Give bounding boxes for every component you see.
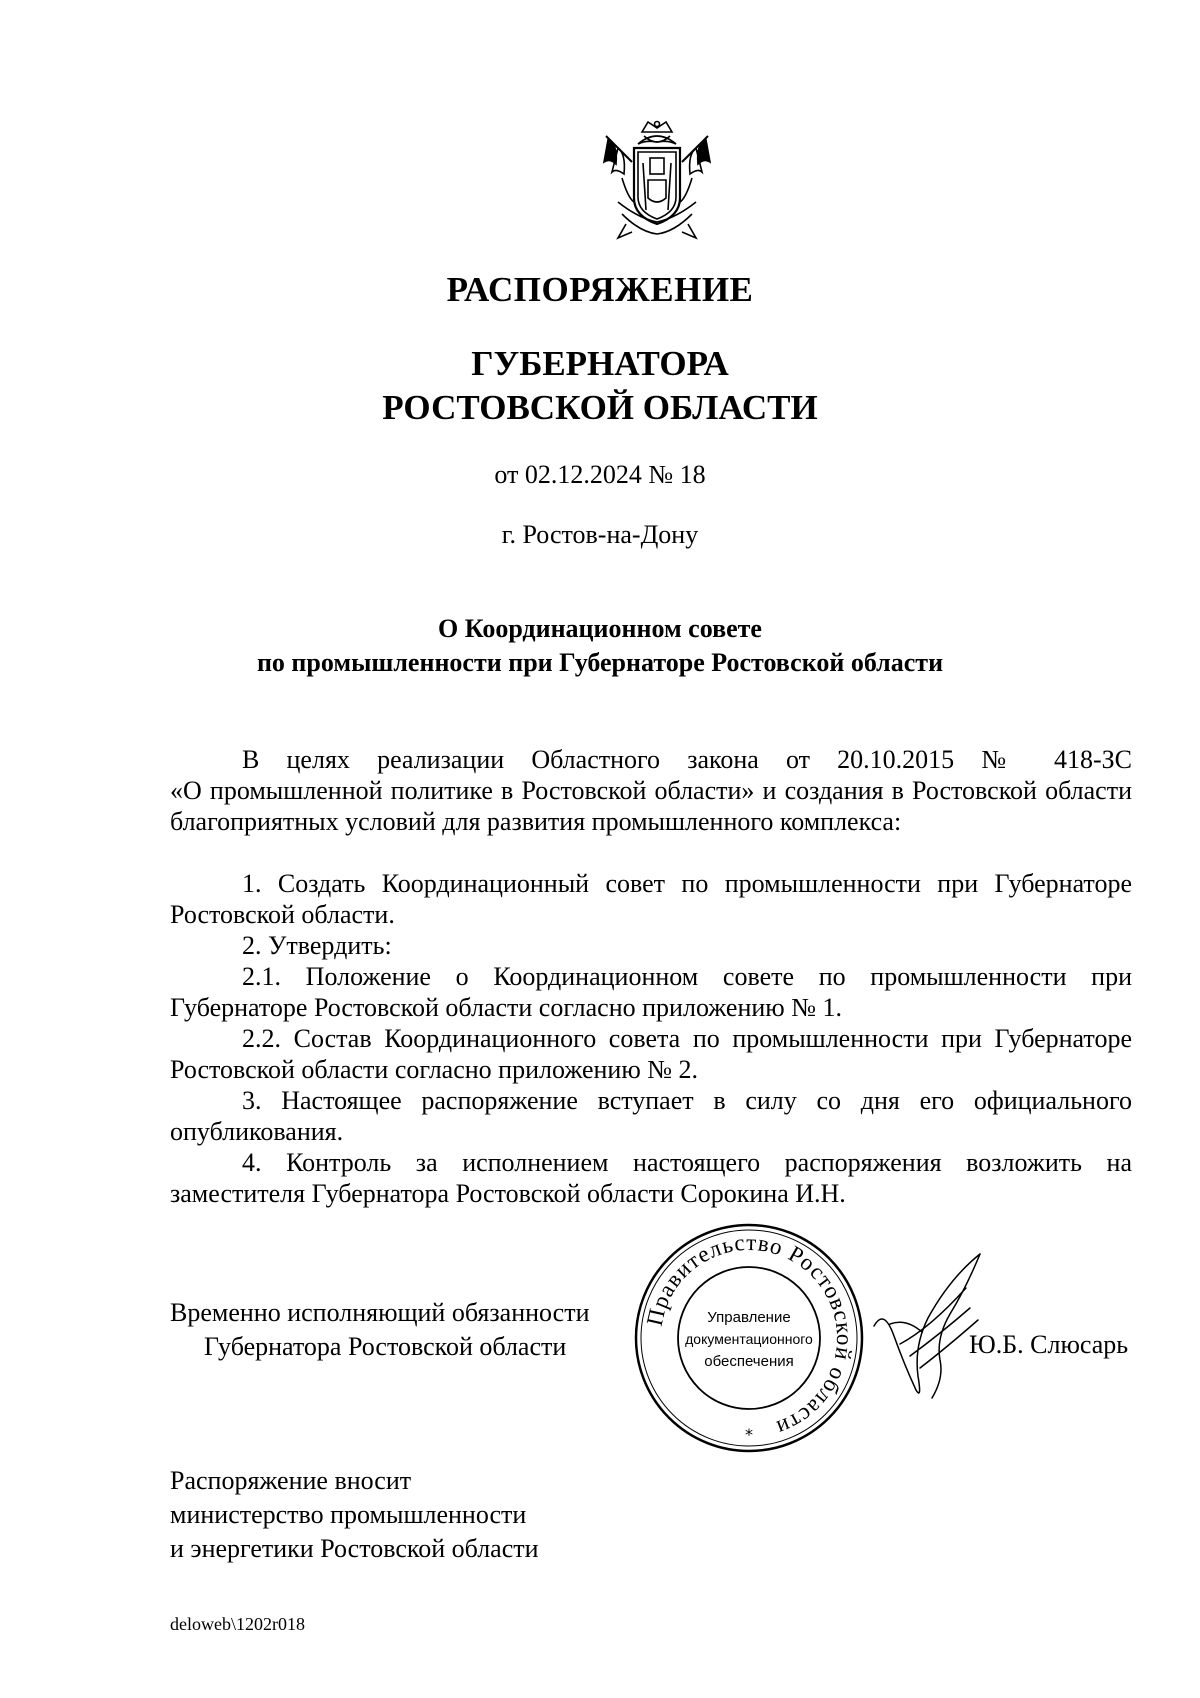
order-item-1: 1. Создать Координационный совет по промышленности при Губернаторе Ростовской области. [170, 869, 1132, 929]
stamp-inner-line3: обеспечения [704, 1353, 794, 1370]
official-stamp [633, 1222, 865, 1454]
document-type-title: РАСПОРЯЖЕНИЕ [446, 270, 754, 309]
submitter-line3: и энергетики Ростовской области [170, 1534, 539, 1563]
subject-line1: О Координационном совете [438, 614, 762, 643]
intro-paragraph [170, 744, 1132, 837]
order-item-3: 3. Настоящее распоряжение вступает в силу со дня его официального опубликования. [170, 1086, 1132, 1146]
order-item-2-1: 2.1. Положение о Координационном совете по промышленности при Губернаторе Ростовской области согласно приложению № 1. [170, 962, 1132, 1022]
handwritten-signature [870, 1248, 990, 1408]
issuer-title-line2: РОСТОВСКОЙ ОБЛАСТИ [382, 388, 818, 427]
stamp-outer-text: Правительство Ростовской области [641, 1229, 858, 1442]
intro-line1: В целях реализации Областного закона от 20.10.2015 № 418-ЗС [242, 745, 1132, 774]
order-items [170, 868, 1132, 1209]
document-subject [0, 612, 1200, 680]
document-code: deloweb\1202r018 [170, 1614, 305, 1634]
position-line1: Временно исполняющий обязанности [170, 1298, 590, 1327]
order-item-2: 2. Утвердить: [242, 931, 392, 960]
signatory-name: Ю.Б. Слюсарь [969, 1330, 1129, 1359]
stamp-star-icon: * [745, 1425, 753, 1444]
submitter-block [170, 1464, 539, 1566]
order-item-4: 4. Контроль за исполнением настоящего распоряжения возложить на заместителя Губернатора Ростовской области Сорокина И.Н. [170, 1148, 1132, 1208]
subject-line2: по промышленности при Губернаторе Ростовской области [256, 648, 944, 677]
issuer-title-line1: ГУБЕРНАТОРА [471, 344, 729, 383]
submitter-line1: Распоряжение вносит [170, 1466, 412, 1495]
order-item-2-2: 2.2. Состав Координационного совета по промышленности при Губернаторе Ростовской области согласно приложению № 2. [170, 1024, 1132, 1084]
stamp-inner-line2: документационного [685, 1331, 813, 1347]
coat-of-arms-icon [598, 118, 716, 242]
city: г. Ростов-на-Дону [501, 520, 699, 549]
position-line2: Губернатора Ростовской области [204, 1332, 567, 1361]
submitter-line2: министерство промышленности [170, 1500, 527, 1529]
signatory-position [170, 1296, 590, 1364]
stamp-inner-line1: Управление [707, 1309, 791, 1326]
date-number: от 02.12.2024 № 18 [494, 460, 706, 489]
intro-rest: «О промышленной политике в Ростовской области» и создания в Ростовской области благоприятных условий для развития промышленного комплекса: [170, 776, 1132, 836]
